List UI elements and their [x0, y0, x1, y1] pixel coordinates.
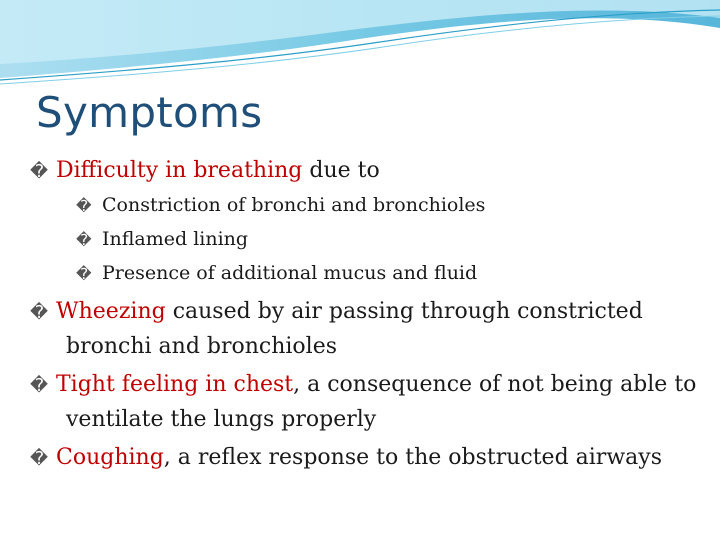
- bullet-text: , a consequence of not being able to ventilate the lungs properly: [66, 372, 697, 432]
- bullet-item: [30, 154, 698, 189]
- bullet-text: Constriction of bronchi and bronchioles: [102, 194, 486, 216]
- bullet-icon: �: [76, 265, 92, 283]
- bullet-text: , a reflex response to the obstructed airways: [163, 445, 662, 470]
- highlighted-term: Tight feeling in chest: [56, 372, 294, 397]
- bullet-icon: �: [30, 449, 49, 469]
- highlighted-term: Coughing: [56, 445, 164, 470]
- bullet-item: [30, 295, 698, 364]
- sub-bullet-item: [30, 189, 698, 223]
- highlighted-term: Wheezing: [56, 299, 166, 324]
- sub-bullet-item: [30, 223, 698, 257]
- bullet-item: [30, 441, 698, 476]
- slide-title: Symptoms: [36, 88, 263, 137]
- bullet-text: due to: [302, 158, 380, 183]
- bullet-icon: �: [30, 303, 49, 323]
- bullet-icon: �: [76, 231, 92, 249]
- bullet-text: Presence of additional mucus and fluid: [102, 262, 478, 284]
- sub-bullet-item: [30, 257, 698, 291]
- bullet-text: caused by air passing through constricted bronchi and bronchioles: [66, 299, 643, 359]
- bullet-icon: �: [30, 162, 49, 182]
- bullet-list: [30, 150, 698, 476]
- decorative-header-waves: [0, 0, 720, 90]
- bullet-icon: �: [76, 197, 92, 215]
- highlighted-term: Difficulty in breathing: [56, 158, 303, 183]
- bullet-icon: �: [30, 376, 49, 396]
- bullet-text: Inflamed lining: [102, 228, 249, 250]
- bullet-item: [30, 368, 698, 437]
